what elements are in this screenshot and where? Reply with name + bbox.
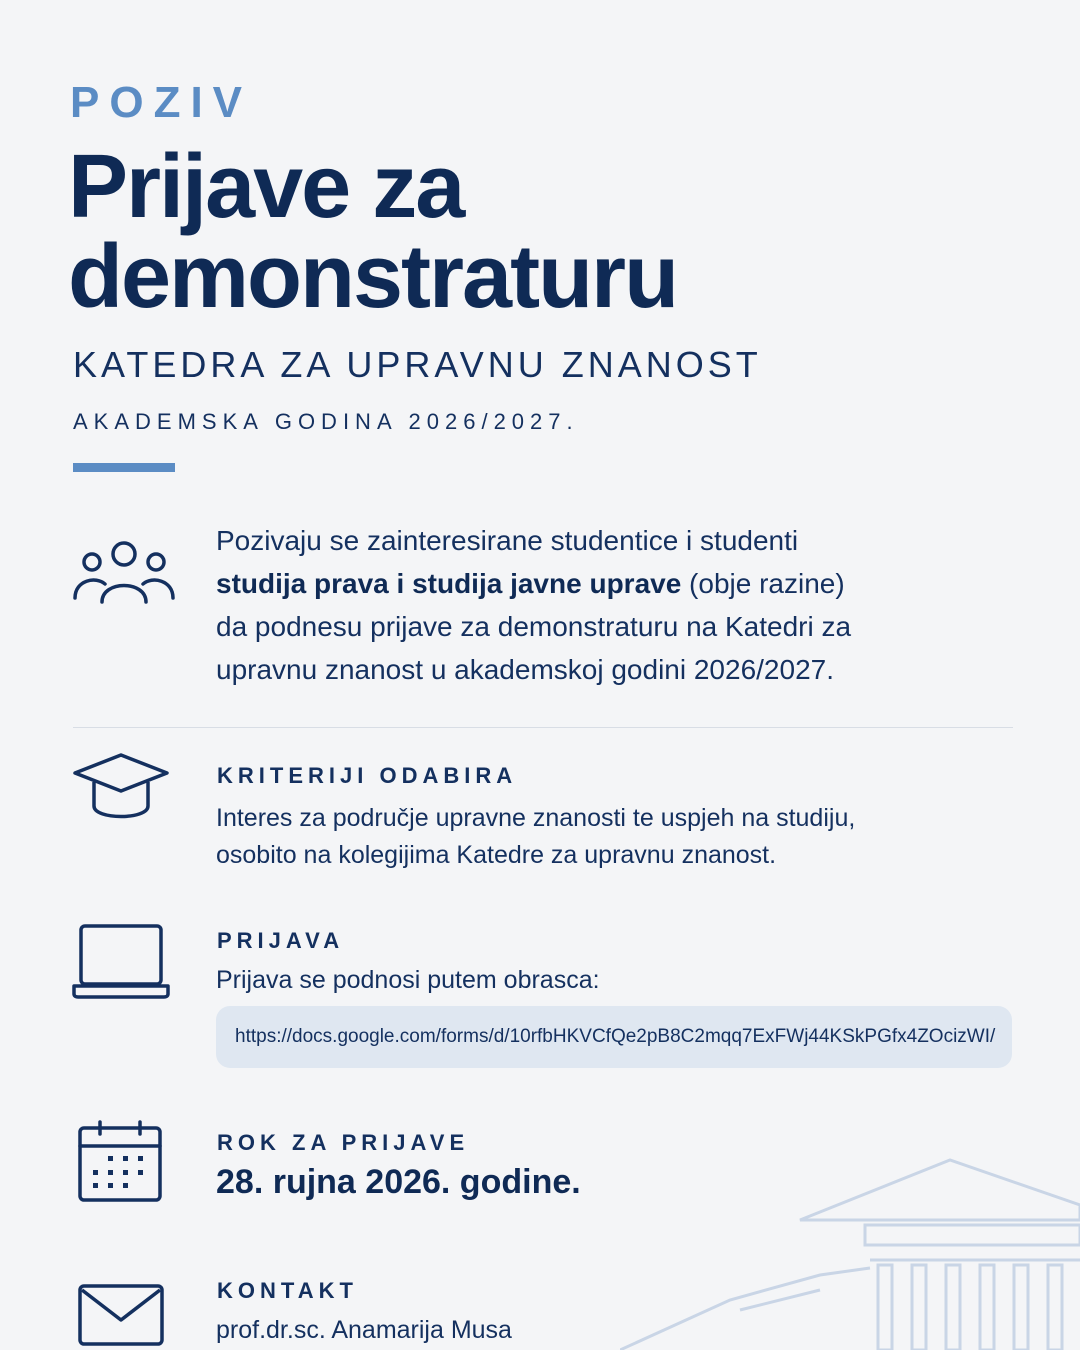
page-title <box>68 137 678 327</box>
intro-line-4: upravnu znanost u akademskoj godini 2026/2027. <box>216 654 834 685</box>
deadline-label: ROK ZA PRIJAVE <box>217 1130 470 1155</box>
criteria-text <box>216 800 855 874</box>
application-label: PRIJAVA <box>217 928 345 953</box>
title-line-1: Prijave za <box>68 137 464 237</box>
intro-line-2 <box>216 562 936 605</box>
people-icon <box>72 540 176 606</box>
kicker-label: POZIV <box>70 78 253 127</box>
title-line-2: demonstraturu <box>68 227 678 327</box>
intro-line-1: Pozivaju se zainteresirane studentice i studenti <box>216 525 799 556</box>
accent-bar <box>73 463 175 472</box>
contact-label: KONTAKT <box>217 1278 358 1303</box>
intro-levels-text: (obje razine) <box>681 568 845 599</box>
criteria-label: KRITERIJI ODABIRA <box>217 763 518 788</box>
academic-year: AKADEMSKA GODINA 2026/2027. <box>73 409 579 434</box>
graduation-cap-icon <box>72 752 170 822</box>
intro-paragraph <box>216 519 936 691</box>
application-text: Prijava se podnosi putem obrasca: <box>216 966 600 994</box>
building-illustration <box>620 1150 1080 1350</box>
criteria-line-1: Interes za područje upravne znanosti te uspjeh na studiju, <box>216 804 856 832</box>
calendar-icon <box>72 1120 168 1204</box>
intro-line-3: da podnesu prijave za demonstraturu na Katedri za <box>216 611 852 642</box>
deadline-date: 28. rujna 2026. godine. <box>216 1163 581 1201</box>
intro-bold-text: studija prava i studija javne uprave <box>216 568 682 599</box>
mail-icon <box>72 1282 168 1348</box>
laptop-icon <box>72 922 170 1000</box>
criteria-line-2: osobito na kolegijima Katedre za upravnu znanost. <box>216 841 777 869</box>
section-divider <box>73 727 1013 728</box>
contact-name: prof.dr.sc. Anamarija Musa <box>216 1316 512 1344</box>
form-link[interactable]: https://docs.google.com/forms/d/10rfbHKVCfQe2pB8C2mqq7ExFWj44KSkPGfx4ZOcizWI/ <box>216 1006 1012 1068</box>
department-name: KATEDRA ZA UPRAVNU ZNANOST <box>73 344 762 385</box>
